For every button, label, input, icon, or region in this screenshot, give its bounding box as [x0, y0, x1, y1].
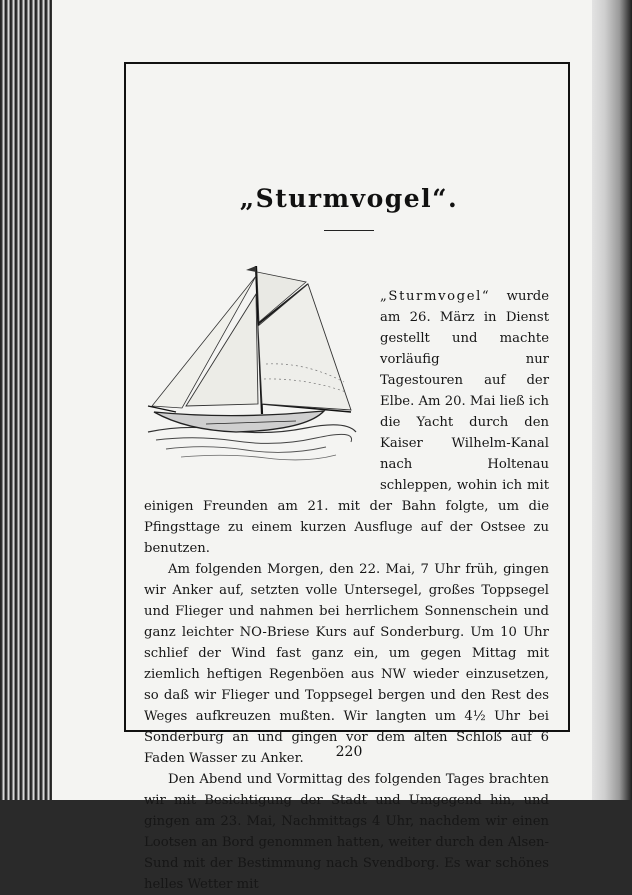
paragraph-1-text: wurde am 26. März in Dienst gestellt und machte vorläufig nur Tagestouren auf der Elbe. Am 20. Mai ließ ich die Yacht durch den Kaiser Wilhelm-Kanal nach Holtenau schleppen, wohin ich mit einigen Freunden am 21. mit der Bahn folgte, um die Pfingsttage zu einem kurzen Ausfluge auf der Ostsee zu benutzen.	[144, 289, 549, 556]
book-page	[52, 0, 592, 892]
page-border-frame	[124, 62, 570, 892]
paragraph-2: Am folgenden Morgen, den 22. Mai, 7 Uhr früh, gingen wir Anker auf, setzten volle Untersegel, großes Toppsegel und Flieger und nahmen bei herrlichem Sonnenschein und ganz leichter NO-Briese Kurs auf Sonderburg. Um 10 Uhr schlief der Wind fast ganz ein, um gegen Mittag mit ziemlich heftigen Regenböen aus NW wieder einzusetzen, so daß wir Flieger und Toppsegel bergen und den Rest des Weges aufkreuzen mußten. Wir langten um 4½ Uhr bei Sonderburg an und gingen vor dem alten Schloß auf 6 Faden Wasser zu Anker.	[144, 562, 549, 766]
book-page-edges-left	[0, 0, 52, 800]
book-page-edges-right	[590, 0, 632, 800]
title-divider-rule	[324, 230, 374, 231]
yacht-name: „Sturmvogel“	[380, 289, 491, 304]
page-number: 220	[335, 744, 363, 760]
chapter-title: „Sturmvogel“.	[239, 184, 459, 213]
paragraph-3: Den Abend und Vormittag des folgenden Tages brachten wir mit Besichtigung der Stadt und Umgegend hin, und gingen am 23. Mai, Nachmittags 4 Uhr, nachdem wir einen Lootsen an Bord genommen hatten, weiter durch den Alsen-Sund mit der Bestimmung nach Svendborg. Es war schönes helles Wetter mit	[144, 772, 549, 892]
paragraph-1	[144, 286, 549, 559]
body-text	[144, 286, 549, 895]
